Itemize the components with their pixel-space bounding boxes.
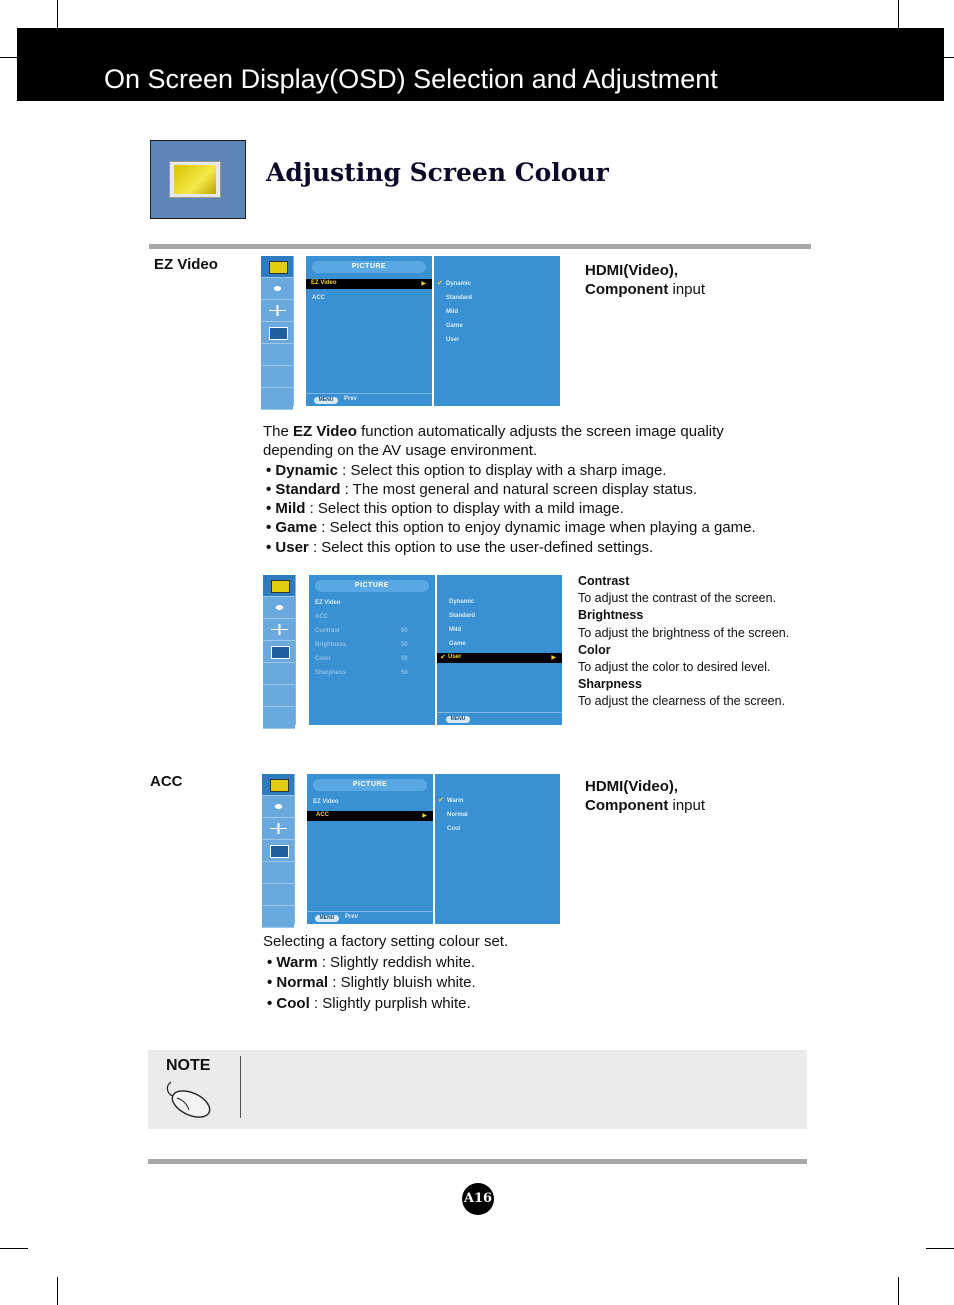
adjust-contrast-text: To adjust the contrast of the screen. [578, 591, 777, 606]
crop-mark [57, 1277, 58, 1305]
osd-sub-item[interactable]: Warm [447, 798, 464, 804]
ez-video-input-note: HDMI(Video), Component input [585, 262, 706, 298]
note-divider [240, 1056, 241, 1118]
bullet-user: • User : Select this option to use the user-defined settings. [266, 538, 654, 556]
crop-mark [0, 57, 17, 58]
ez-video-label: EZ Video [154, 256, 218, 273]
mouse-icon [163, 1080, 213, 1120]
picture-tab-icon [262, 774, 294, 796]
osd-ez-video-screenshot [261, 256, 560, 406]
osd-menu-item: ACC [315, 614, 328, 620]
note-box [148, 1050, 807, 1129]
osd-menu-button[interactable]: MENU [446, 716, 470, 723]
osd-sub-panel [437, 575, 562, 725]
empty-tab [263, 663, 295, 685]
bullet-mild: • Mild : Select this option to display with a mild image. [266, 500, 624, 518]
osd-acc-screenshot [262, 774, 560, 924]
osd-value: 50 [401, 642, 408, 648]
osd-menu-item[interactable]: ACC [312, 295, 325, 301]
acc-input-note: HDMI(Video), Component input [585, 778, 706, 814]
tools-tab-icon [261, 278, 293, 300]
osd-menu-item: Sharpness [315, 670, 346, 676]
empty-tab [263, 685, 295, 707]
bullet-standard: • Standard : The most general and natural screen display status. [266, 480, 698, 498]
osd-value: 50 [401, 628, 408, 634]
adjust-brightness-title: Brightness [578, 608, 644, 623]
osd-sub-item[interactable]: Normal [447, 812, 468, 818]
osd-sub-item[interactable]: Mild [446, 309, 458, 315]
move-tab-icon [261, 300, 293, 322]
acc-intro: Selecting a factory setting colour set. [263, 933, 509, 950]
check-icon: ✔ [437, 280, 443, 287]
adjust-color-text: To adjust the color to desired level. [578, 660, 771, 675]
osd-sub-item[interactable]: Game [446, 323, 463, 329]
empty-tab [261, 366, 293, 388]
empty-tab [262, 906, 294, 928]
osd-sidebar [263, 575, 296, 725]
empty-tab [263, 707, 295, 729]
bullet-warm: • Warm : Slightly reddish white. [267, 953, 476, 971]
tools-tab-icon [262, 796, 294, 818]
osd-footer [437, 712, 562, 725]
osd-sub-panel [434, 256, 560, 406]
check-icon: ✔ [440, 654, 446, 661]
osd-footer [306, 393, 432, 406]
osd-sub-item[interactable]: User [446, 337, 460, 343]
osd-value: 50 [401, 670, 408, 676]
empty-tab [261, 344, 293, 366]
adjust-contrast-title: Contrast [578, 574, 630, 588]
osd-menu-item: Color [315, 656, 331, 662]
bullet-game: • Game : Select this option to enjoy dynamic image when playing a game. [266, 519, 756, 537]
osd-value: 50 [401, 656, 408, 662]
osd-main-panel [306, 256, 432, 406]
crop-mark [898, 1277, 899, 1305]
osd-highlighted-item[interactable]: User ▶ [437, 653, 562, 663]
check-icon: ✔ [438, 797, 444, 804]
empty-tab [262, 862, 294, 884]
osd-menu-button[interactable]: MENU [315, 915, 339, 922]
move-tab-icon [262, 818, 294, 840]
osd-sub-item[interactable]: Game [449, 641, 466, 647]
osd-prev-label: Prev [345, 914, 359, 920]
osd-menu-item[interactable]: EZ Video [315, 600, 341, 606]
osd-sub-item[interactable]: Standard [446, 295, 473, 301]
osd-sub-panel [435, 774, 560, 924]
osd-sidebar [262, 774, 295, 924]
osd-menu-item: Brightness [315, 642, 347, 648]
ez-video-intro-line2: depending on the AV usage environment. [263, 442, 538, 460]
bullet-dynamic: • Dynamic : Select this option to display with a sharp image. [266, 461, 667, 479]
osd-menu-item[interactable]: EZ Video [313, 799, 339, 805]
screen-tab-icon [262, 840, 294, 862]
crop-mark [57, 0, 58, 28]
adjust-sharpness-text: To adjust the clearness of the screen. [578, 694, 786, 709]
page-title: On Screen Display(OSD) Selection and Adjustment [104, 64, 718, 94]
move-tab-icon [263, 619, 295, 641]
osd-prev-label: Prev [344, 396, 358, 402]
osd-picture-pill: PICTURE [313, 779, 427, 791]
acc-label: ACC [150, 773, 183, 790]
crop-mark [944, 57, 954, 58]
osd-sidebar [261, 256, 294, 406]
adjustments-list [578, 573, 818, 711]
note-label: NOTE [166, 1057, 211, 1074]
screen-tab-icon [261, 322, 293, 344]
adjust-color-title: Color [578, 642, 611, 657]
bullet-cool: • Cool : Slightly purplish white. [267, 994, 471, 1012]
osd-menu-button[interactable]: MENU [314, 397, 338, 404]
picture-tab-icon [263, 575, 295, 597]
crop-mark [0, 1248, 28, 1249]
acc-description [263, 932, 663, 1014]
screen-tab-icon [263, 641, 295, 663]
empty-tab [262, 884, 294, 906]
page-number: A16 [462, 1183, 494, 1215]
section-title: Adjusting Screen Colour [266, 158, 609, 187]
osd-picture-pill: PICTURE [312, 261, 426, 273]
crop-mark [898, 0, 899, 28]
empty-tab [261, 388, 293, 410]
tools-tab-icon [263, 597, 295, 619]
ez-video-description [263, 422, 823, 557]
osd-sub-item[interactable]: Dynamic [446, 281, 472, 287]
monitor-colour-icon [150, 140, 246, 219]
osd-sub-item[interactable]: Mild [449, 627, 461, 633]
osd-sub-item[interactable]: Cool [447, 826, 461, 832]
osd-main-panel [307, 774, 433, 924]
crop-mark [926, 1248, 954, 1249]
picture-tab-icon [261, 256, 293, 278]
osd-menu-item: Contrast [315, 628, 340, 634]
osd-sub-item[interactable]: Standard [449, 613, 476, 619]
bottom-rule [148, 1159, 807, 1164]
top-rule [149, 244, 811, 249]
osd-highlighted-item[interactable]: EZ Video ▶ [306, 279, 432, 289]
osd-picture-pill: PICTURE [315, 580, 429, 592]
ez-video-intro: The EZ Video function automatically adjusts the screen image quality [263, 423, 724, 440]
bullet-normal: • Normal : Slightly bluish white. [267, 974, 476, 991]
adjust-sharpness-title: Sharpness [578, 677, 642, 692]
osd-footer [307, 911, 433, 924]
adjust-brightness-text: To adjust the brightness of the screen. [578, 625, 790, 640]
osd-highlighted-item[interactable]: ACC ▶ [307, 811, 433, 821]
osd-sub-item[interactable]: Dynamic [449, 599, 475, 605]
osd-user-screenshot [263, 575, 562, 725]
osd-main-panel [309, 575, 435, 725]
